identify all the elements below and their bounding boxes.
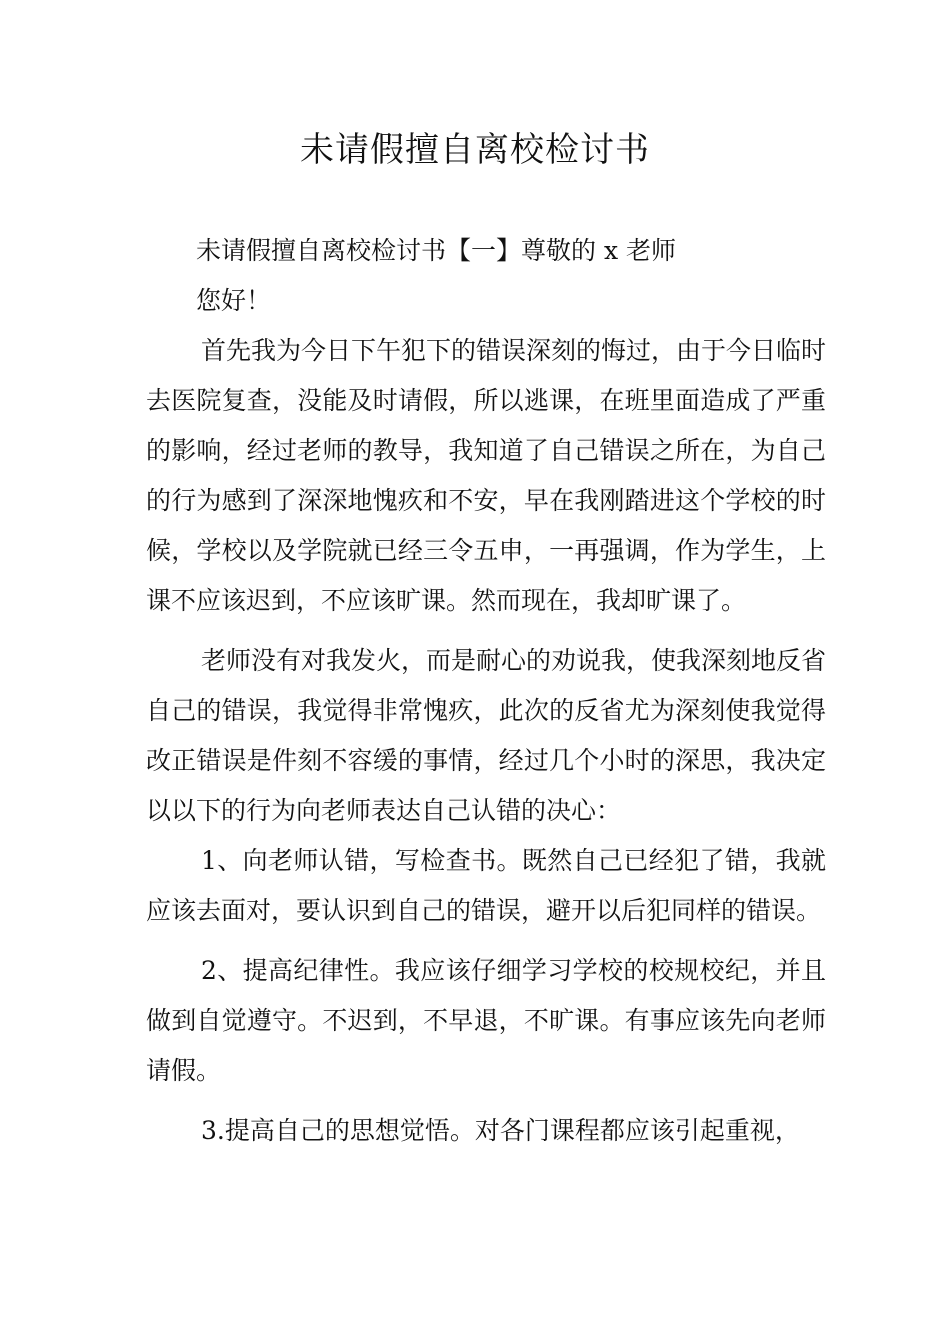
paragraph-1: 首先我为今日下午犯下的错误深刻的悔过，由于今日临时去医院复查，没能及时请假，所以逃课，在班里面造成了严重的影响，经过老师的教导，我知道了自己错误之所在，为自己的行为感到了深深地愧疚和不安，早在我刚踏进这个学校的时候，学校以及学院就已经三令五申，一再强调，作为学生，上课不应该迟到，不应该旷课。然而现在，我却旷课了。 [146,336,827,615]
paragraph-2: 老师没有对我发火，而是耐心的劝说我，使我深刻地反省自己的错误，我觉得非常愧疚，此次的反省尤为深刻使我觉得改正错误是件刻不容缓的事情，经过几个小时的深思，我决定以以下的行为向老师表达自己认错的决心： [146,646,827,825]
greeting-line: 您好！ [196,286,272,315]
document-body [146,226,826,1156]
paragraph-3: 1、向老师认错，写检查书。既然自己已经犯了错，我就应该去面对，要认识到自己的错误，避开以后犯同样的错误。 [146,846,826,925]
document-title: 未请假擅自离校检讨书 [300,130,650,170]
salutation-line: 未请假擅自离校检讨书【一】尊敬的 x 老师 [196,236,676,265]
paragraph-5: 3.提高自己的思想觉悟。对各门课程都应该引起重视， [201,1116,800,1145]
paragraph-4: 2、提高纪律性。我应该仔细学习学校的校规校纪，并且做到自觉遵守。不迟到，不早退，不旷课。有事应该先向老师请假。 [146,956,826,1085]
